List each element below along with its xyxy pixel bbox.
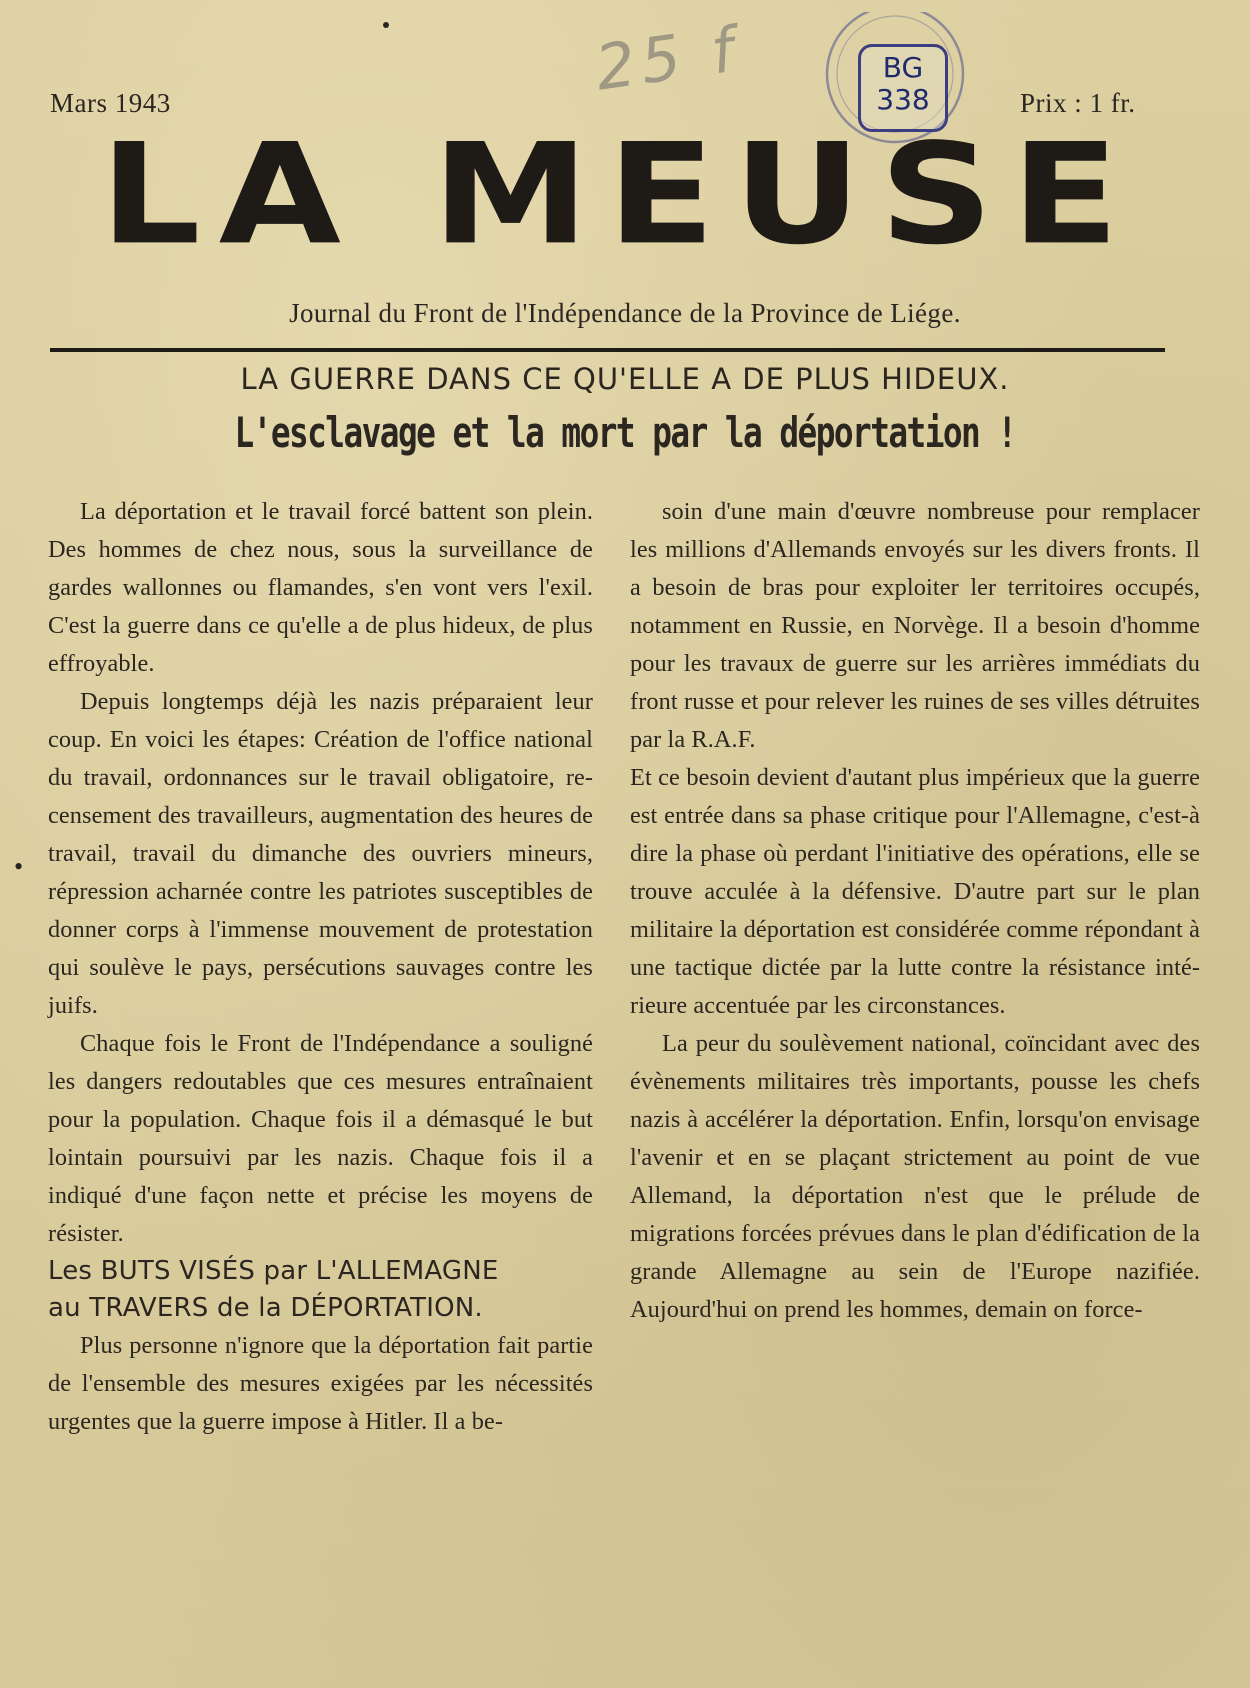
left-paragraph-4: Plus personne n'ignore que la déportation fait partie de l'ensemble des mesures exigées par les nécessités urgentes que la guerre impose à Hitler. Il a be- bbox=[48, 1332, 593, 1435]
newspaper-title: LA MEUSE bbox=[100, 113, 1138, 276]
right-paragraph-1: soin d'une main d'œuvre nombreuse pour remplacer les millions d'Allemands envoyés sur les divers fronts. Il a besoin de bras pour exploiter ler territoires occupés, notamment en Russie, en Norvège. Il a besoin d'homme pour les travaux de guerre sur les arrières immédiats du front russe et pour relever les ruines de ses villes détruites par la R.A.F. bbox=[630, 498, 1200, 753]
stamp-line-2: 338 bbox=[876, 83, 930, 116]
article-headline: L'esclavage et la mort par la déportation ! bbox=[234, 408, 1016, 457]
section-subhead-line-2: au TRAVERS de la DÉPORTATION. bbox=[48, 1293, 483, 1323]
left-paragraph-1: La déportation et le travail forcé battent son plein. Des hommes de chez nous, sous la surveillance de gardes wallonnes ou flamandes, s'en vont vers l'exil. C'est la guerre dans ce qu'elle a de plus hideux, de plus effroyable. bbox=[48, 498, 593, 677]
left-paragraph-3: Chaque fois le Front de l'Indépendance a souligné les dangers redoutables que ces mesures entraînaient pour la population. Chaque fois il a démasqué le but lointain poursuivi par les nazis. Chaque fois il a indiqué d'une façon nette et précise les moyens de résister. bbox=[48, 1030, 593, 1247]
ink-dot bbox=[383, 22, 389, 28]
article-kicker: LA GUERRE DANS CE QU'ELLE A DE PLUS HIDEUX. bbox=[240, 362, 1010, 396]
stamp-line-1: BG bbox=[882, 51, 924, 84]
margin-mark: • bbox=[14, 852, 24, 881]
right-paragraph-3: La peur du soulèvement national, coïncidant avec des évènements militaires très importants, pousse les chefs nazis à accélérer la déportation. Enfin, lorsqu'on envisage l'avenir et en se plaçant strictement au point de vue Allemand, la déportation n'est que le prélude de migrations forcées prévues dans le plan d'édification de la grande Allemagne au sein de l'Europe nazifiée. Aujourd'hui on prend les hommes, demain on force- bbox=[630, 1030, 1200, 1323]
left-column bbox=[48, 493, 593, 1441]
issue-date: Mars 1943 bbox=[50, 88, 171, 118]
issue-price: Prix : 1 fr. bbox=[1020, 88, 1136, 118]
masthead-divider bbox=[50, 348, 1165, 352]
right-column bbox=[630, 493, 1200, 1329]
left-paragraph-2: Depuis longtemps déjà les nazis préparaient leur coup. En voici les étapes: Création de l'office national du travail, ordonnances sur le travail obligatoire, recensement des travailleurs, augmentation des heures de travail, travail du dimanche des ouvriers mineurs, répression acharnée contre les patriotes susceptibles de donner corps à l'immense mouvement de protestation qui soulève le pays, persécutions sauvages contre les juifs. bbox=[48, 688, 593, 1019]
pencil-annotation: 25 f bbox=[591, 12, 745, 105]
newspaper-subtitle: Journal du Front de l'Indépendance de la Province de Liége. bbox=[289, 298, 961, 328]
right-paragraph-2: Et ce besoin devient d'autant plus impérieux que la guerre est entrée dans sa phase critique pour l'Allemagne, c'est-à dire la phase où perdant l'initiative des opérations, elle se trouve acculée à la défensive. D'autre part sur le plan militaire la déportation est considérée comme répondant à une tactique dictée par la lutte contre la résistance intérieure accentuée par les circonstances. bbox=[630, 764, 1200, 1019]
section-subhead-line-1: Les BUTS VISÉS par L'ALLEMAGNE bbox=[48, 1256, 499, 1286]
